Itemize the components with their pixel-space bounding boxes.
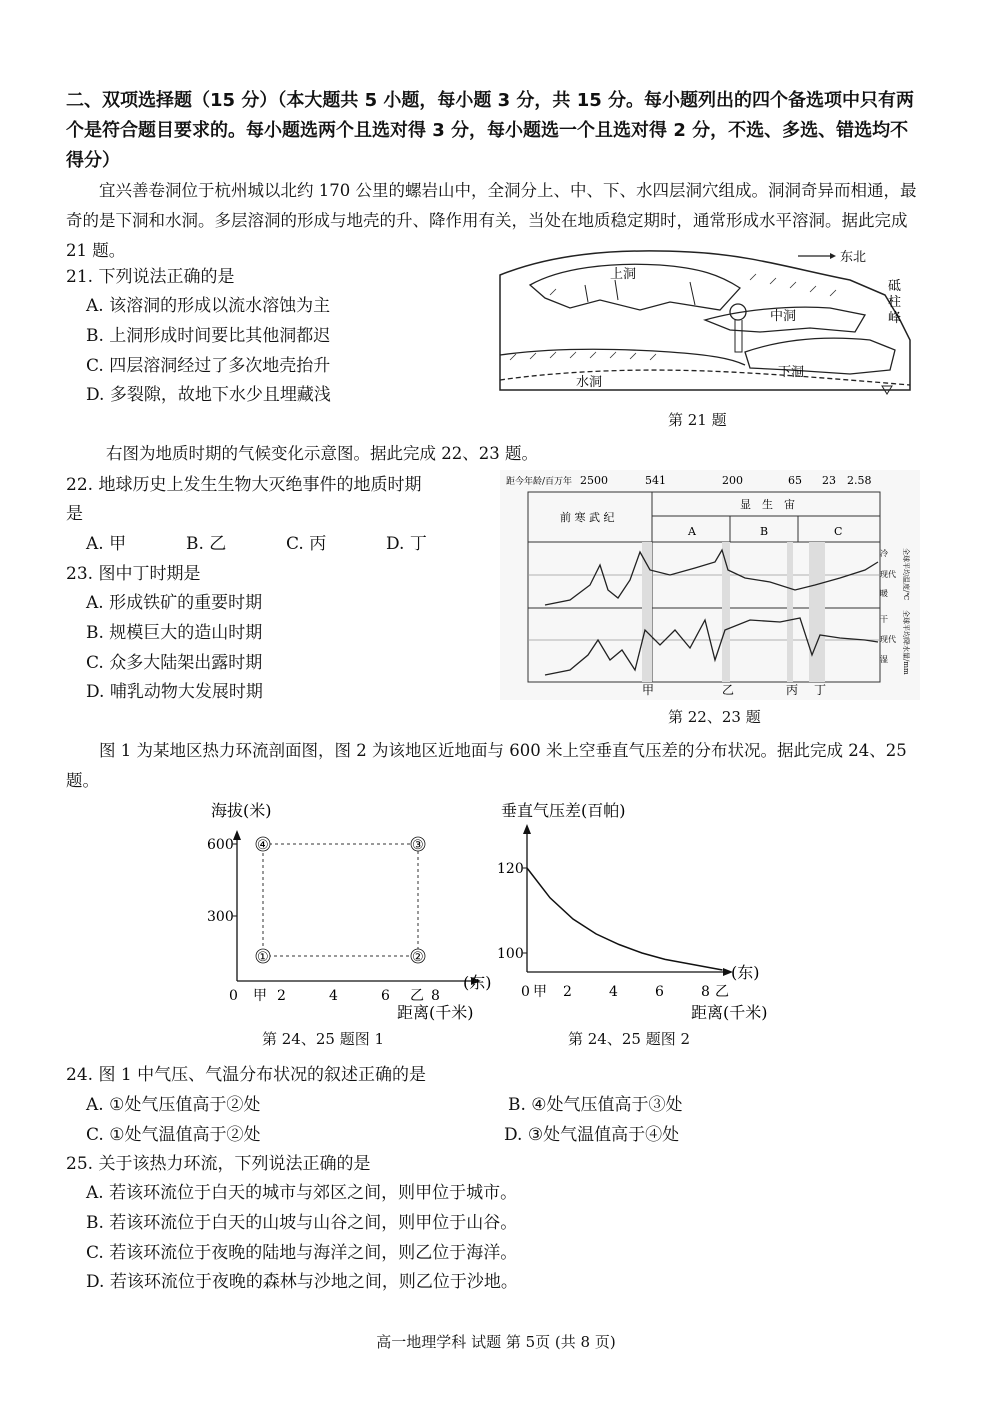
tick-541: 541 xyxy=(645,474,666,487)
q25-option-b: B. 若该环流位于白天的山坡与山谷之间，则甲位于山谷。 xyxy=(86,1213,518,1233)
fig1-xtick-0: 0 xyxy=(229,988,238,1004)
q24-option-c: C. ①处气温值高于②处 xyxy=(86,1125,261,1145)
question-22-stem-cont: 是 xyxy=(66,504,83,524)
fig1-xtick-8: 8 xyxy=(431,988,440,1004)
precip-axis-label: 全球平均降水量/mm xyxy=(902,610,910,675)
fig1-xtick-jia: 甲 xyxy=(253,988,267,1004)
q21-option-a: A. 该溶洞的形成以流水溶蚀为主 xyxy=(86,296,331,316)
tick-2500: 2500 xyxy=(580,474,608,487)
q24-option-a: A. ①处气压值高于②处 xyxy=(86,1095,261,1115)
fig2-xtick-jia: 甲 xyxy=(533,984,547,1000)
q24-option-b: B. ④处气压值高于③处 xyxy=(508,1095,683,1115)
modern-label-2: 现代 xyxy=(880,635,896,644)
fig1-direction: (东) xyxy=(463,973,492,992)
period-jia: 甲 xyxy=(642,683,655,697)
fig2-xtick-0: 0 xyxy=(521,984,530,1000)
precambrian-label: 前 寒 武 纪 xyxy=(560,511,615,524)
fig1-point-3: ③ xyxy=(412,838,424,853)
fig1-xtick-4: 4 xyxy=(329,988,338,1004)
question-22-stem: 22. 地球历史上发生生物大灭绝事件的地质时期 xyxy=(66,475,422,495)
modern-label-1: 现代 xyxy=(880,570,896,579)
figure-22-23-caption: 第 22、23 题 xyxy=(668,708,761,726)
question-25-stem: 25. 关于该热力环流，下列说法正确的是 xyxy=(66,1154,371,1174)
pressure-difference-line xyxy=(527,868,723,970)
fig1-caption: 第 24、25 题图 1 xyxy=(262,1030,385,1048)
period-ding: 丁 xyxy=(814,683,827,697)
pressure-difference-chart xyxy=(495,798,795,1028)
pillar-label-2: 柱 xyxy=(888,295,902,310)
era-b-label: B xyxy=(760,525,769,538)
q25-option-d: D. 若该环流位于夜晚的森林与沙地之间，则乙位于沙地。 xyxy=(86,1272,518,1292)
page-footer: 高一地理学科 试题 第 5页 (共 8 页) xyxy=(376,1333,616,1351)
tick-65: 65 xyxy=(788,474,802,487)
period-bing: 丙 xyxy=(786,683,799,697)
q24-option-d: D. ③处气温值高于④处 xyxy=(504,1125,680,1145)
fig1-xtick-2: 2 xyxy=(277,988,286,1004)
fig1-ytick-600: 600 xyxy=(207,837,234,853)
fig1-xlabel: 距离(千米) xyxy=(397,1003,474,1022)
fig1-xtick-6: 6 xyxy=(381,988,390,1004)
tick-2.58: 2.58 xyxy=(847,474,872,487)
question-24-stem: 24. 图 1 中气压、气温分布状况的叙述正确的是 xyxy=(66,1065,427,1085)
q21-option-c: C. 四层溶洞经过了多次地壳抬升 xyxy=(86,356,331,376)
q25-option-c: C. 若该环流位于夜晚的陆地与海洋之间，则乙位于海洋。 xyxy=(86,1243,518,1263)
water-cave-label: 水洞 xyxy=(576,375,603,390)
q25-option-a: A. 若该环流位于白天的城市与郊区之间，则甲位于城市。 xyxy=(86,1183,518,1203)
section-heading: 二、双项选择题（15 分）（本大题共 5 小题，每小题 3 分，共 15 分。每小题列出的四个备选项中只有两个是符合题目要求的。每小题选两个且选对得 3 分，每小题选一个且选对得 2 分，不选、多选、错选均不得分） xyxy=(66,90,915,171)
fig1-xtick-yi: 乙 xyxy=(410,988,424,1004)
question-23-stem: 23. 图中丁时期是 xyxy=(66,564,201,584)
northeast-label: 东北 xyxy=(840,250,867,265)
q23-option-d: D. 哺乳动物大发展时期 xyxy=(86,682,263,702)
period-yi: 乙 xyxy=(722,683,735,697)
fig1-ylabel: 海拔(米) xyxy=(211,801,272,820)
climate-diagram xyxy=(500,470,920,700)
era-c-label: C xyxy=(834,525,843,538)
q21-option-d: D. 多裂隙，故地下水少且埋藏浅 xyxy=(86,385,331,405)
tick-23: 23 xyxy=(822,474,836,487)
q22-option-d: D. 丁 xyxy=(386,534,427,554)
warm-label: 暖 xyxy=(880,589,888,598)
age-axis-title: 距今年龄/百万年 xyxy=(506,477,573,487)
q23-option-a: A. 形成铁矿的重要时期 xyxy=(86,593,263,613)
fig1-point-4: ④ xyxy=(257,838,269,853)
question-21-stem: 21. 下列说法正确的是 xyxy=(66,267,235,287)
pillar-label-3: 峰 xyxy=(888,311,902,326)
fig2-xtick-6: 6 xyxy=(655,984,664,1000)
q22-option-b: B. 乙 xyxy=(186,534,227,554)
passage-22: 右图为地质时期的气候变化示意图。据此完成 22、23 题。 xyxy=(106,444,538,463)
pillar-label-1: 砥 xyxy=(888,279,902,294)
figure-21-caption: 第 21 题 xyxy=(668,411,727,429)
fig2-ytick-120: 120 xyxy=(497,861,524,877)
fig2-direction: (东) xyxy=(731,963,760,982)
era-a-label: A xyxy=(688,525,696,538)
passage-24: 图 1 为某地区热力环流剖面图，图 2 为该地区近地面与 600 米上空垂直气压差的分布状况。据此完成 24、25 题。 xyxy=(66,741,907,790)
cold-label: 冷 xyxy=(880,549,888,558)
q21-option-b: B. 上洞形成时间要比其他洞都迟 xyxy=(86,326,331,346)
temp-axis-label: 全球平均温度/℃ xyxy=(902,548,910,601)
q23-option-c: C. 众多大陆架出露时期 xyxy=(86,653,263,673)
upper-cave-label: 上洞 xyxy=(610,267,637,282)
dry-label: 干 xyxy=(880,615,888,624)
fig2-xlabel: 距离(千米) xyxy=(691,1003,768,1022)
q22-option-a: A. 甲 xyxy=(86,534,127,554)
fig2-xtick-8: 8 xyxy=(701,984,710,1000)
fig2-xtick-2: 2 xyxy=(563,984,572,1000)
cave-diagram xyxy=(490,240,920,405)
phanerozoic-label: 显 生 宙 xyxy=(740,498,795,511)
fig2-ytick-100: 100 xyxy=(497,946,524,962)
fig2-xtick-4: 4 xyxy=(609,984,618,1000)
wet-label: 湿 xyxy=(880,655,888,664)
fig1-ytick-300: 300 xyxy=(207,909,234,925)
fig2-xtick-yi: 乙 xyxy=(715,984,729,1000)
passage-21: 宜兴善卷洞位于杭州城以北约 170 公里的螺岩山中，全洞分上、中、下、水四层洞穴组成。洞洞奇异而相通，最奇的是下洞和水洞。多层溶洞的形成与地壳的升、降作用有关，当处在地质稳定期时，通常形成水平溶洞。据此完成 21 题。 xyxy=(66,181,917,260)
middle-cave-label: 中洞 xyxy=(770,309,797,324)
q23-option-b: B. 规模巨大的造山时期 xyxy=(86,623,263,643)
q22-option-c: C. 丙 xyxy=(286,534,327,554)
fig2-ylabel: 垂直气压差(百帕) xyxy=(501,801,626,820)
fig2-caption: 第 24、25 题图 2 xyxy=(568,1030,691,1048)
tick-200: 200 xyxy=(722,474,743,487)
circulation-figure-1 xyxy=(205,798,505,1028)
fig1-point-1: ① xyxy=(257,950,269,965)
lower-cave-label: 下洞 xyxy=(778,365,805,380)
q22-options xyxy=(86,529,486,559)
fig1-point-2: ② xyxy=(412,950,424,965)
